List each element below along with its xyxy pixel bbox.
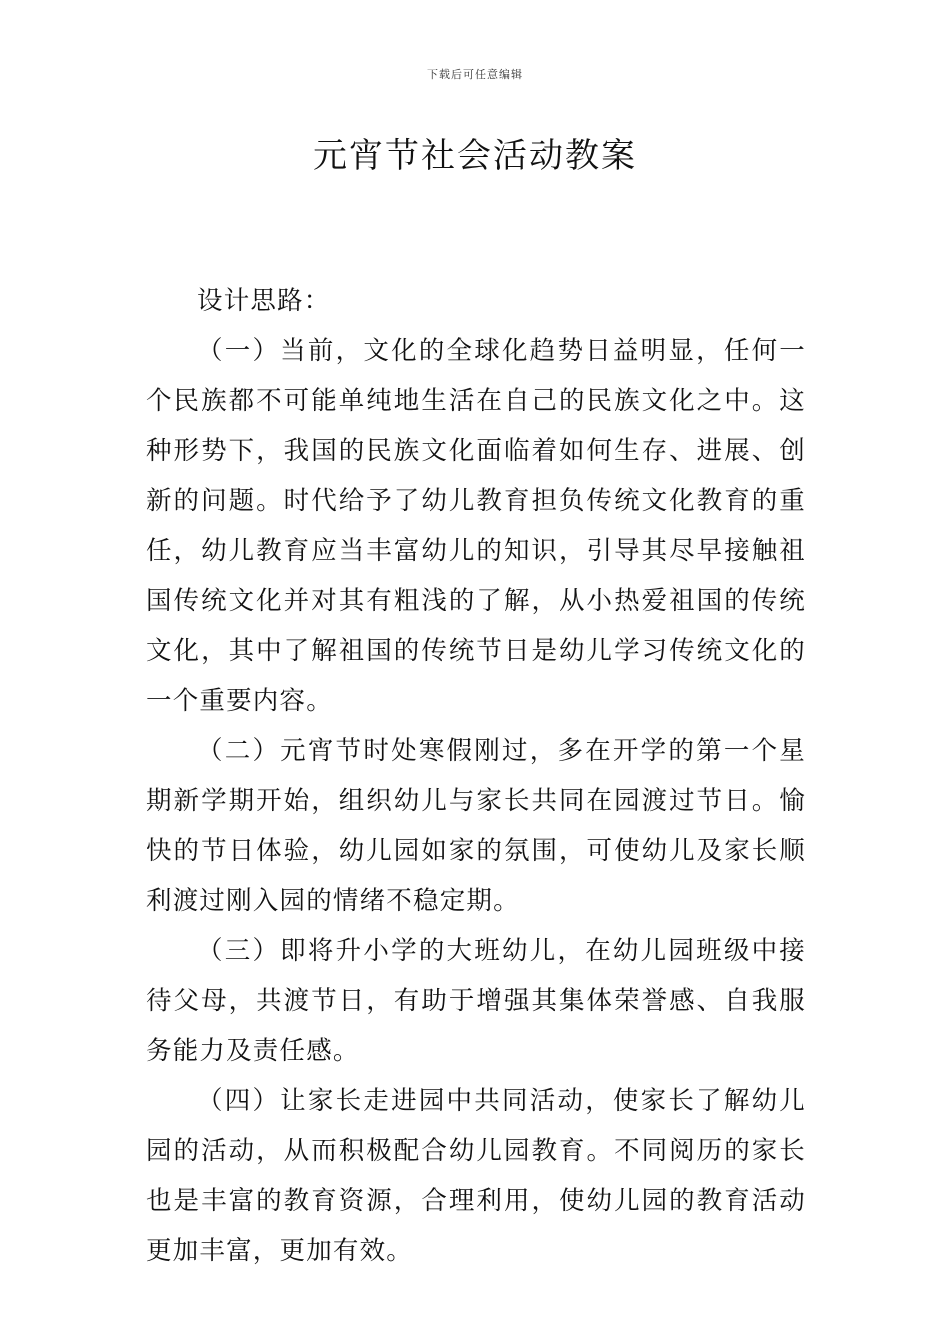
- paragraph-2: （二）元宵节时处寒假刚过，多在开学的第一个星期新学期开始，组织幼儿与家长共同在园渡过节日。愉快的节日体验，幼儿园如家的氛围，可使幼儿及家长顺利渡过刚入园的情绪不稳定期。: [146, 736, 806, 916]
- paragraph-4: （四）让家长走进园中共同活动，使家长了解幼儿园的活动，从而积极配合幼儿园教育。不同阅历的家长也是丰富的教育资源，合理利用，使幼儿园的教育活动更加丰富，更加有效。: [146, 1086, 806, 1266]
- document-body: [146, 276, 806, 1276]
- paragraph-1: （一）当前，文化的全球化趋势日益明显，任何一个民族都不可能单纯地生活在自己的民族文化之中。这种形势下，我国的民族文化面临着如何生存、进展、创新的问题。时代给予了幼儿教育担负传统文化教育的重任，幼儿教育应当丰富幼儿的知识，引导其尽早接触祖国传统文化并对其有粗浅的了解，从小热爱祖国的传统文化，其中了解祖国的传统节日是幼儿学习传统文化的一个重要内容。: [146, 336, 806, 716]
- document-title: 元宵节社会活动教案: [313, 136, 637, 176]
- header-note: 下载后可任意编辑: [427, 68, 523, 81]
- section-label: 设计思路：: [197, 286, 331, 316]
- paragraph-3: （三）即将升小学的大班幼儿，在幼儿园班级中接待父母，共渡节日，有助于增强其集体荣誉感、自我服务能力及责任感。: [146, 936, 806, 1066]
